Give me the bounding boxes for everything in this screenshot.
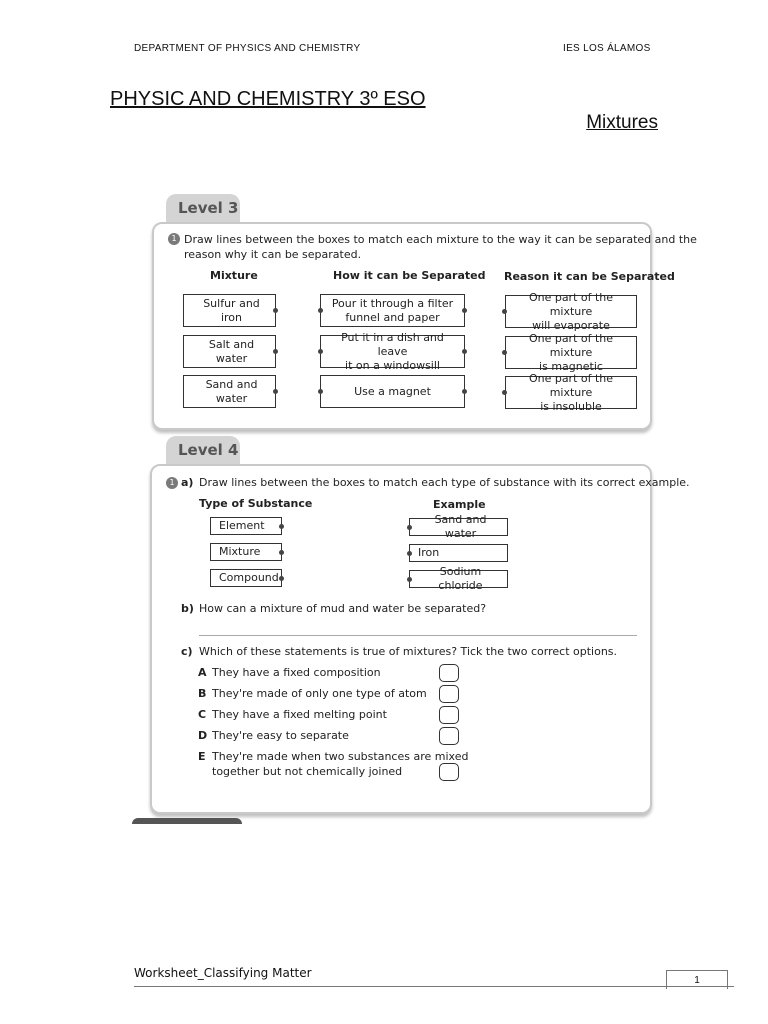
- connector-dot: [279, 524, 284, 529]
- level3-instruction-line2: reason why it can be separated.: [184, 248, 362, 261]
- level4-tab: Level 4: [166, 436, 240, 464]
- reason-box: [505, 290, 637, 332]
- part-a-label: a): [181, 476, 194, 489]
- type-label: Compound: [219, 571, 279, 584]
- connector-dot: [279, 576, 284, 581]
- connector-dot: [502, 350, 507, 355]
- option-text: together but not chemically joined: [212, 765, 403, 778]
- connector-dot: [407, 525, 412, 530]
- option-text: They have a fixed melting point: [212, 708, 387, 721]
- example-label: Sand and water: [434, 513, 487, 540]
- reason-line: will evaporate: [532, 318, 610, 332]
- connector-dot: [407, 551, 412, 556]
- col-reason-header: Reason it can be Separated: [504, 270, 675, 283]
- reason-line: One part of the mixture: [528, 371, 614, 399]
- connector-dot: [318, 389, 323, 394]
- mixture-box: [183, 335, 276, 368]
- mixture-label: Salt and water: [208, 337, 255, 365]
- reason-line: is insoluble: [540, 399, 602, 413]
- tick-box: [439, 727, 459, 745]
- page-number: 1: [666, 970, 728, 989]
- mixture-box: [183, 375, 276, 408]
- level3-tab: Level 3: [166, 194, 240, 222]
- tick-box: [439, 664, 459, 682]
- part-c-label: c): [181, 645, 193, 658]
- connector-dot: [462, 349, 467, 354]
- option-letter: C: [198, 708, 207, 721]
- topic-title: Mixtures: [586, 112, 658, 133]
- type-box: [210, 517, 282, 535]
- option-text: They have a fixed composition: [212, 666, 381, 679]
- part-a-text: Draw lines between the boxes to match each type of substance with its correct example.: [199, 476, 690, 489]
- method-line: Use a magnet: [354, 384, 431, 398]
- connector-dot: [462, 308, 467, 313]
- tick-box: [439, 706, 459, 724]
- reason-line: One part of the mixture: [528, 331, 614, 359]
- type-label: Element: [219, 519, 265, 532]
- mixture-label: Sand and water: [205, 377, 258, 405]
- footer-divider: [134, 986, 734, 987]
- part-b-label: b): [181, 602, 194, 615]
- option-letter: E: [198, 750, 206, 763]
- type-box: [210, 569, 282, 587]
- mixture-box: [183, 294, 276, 327]
- option-letter: A: [198, 666, 207, 679]
- reason-line: is magnetic: [539, 359, 603, 373]
- method-line: Pour it through a filter: [331, 296, 454, 310]
- part-b-text: How can a mixture of mud and water be separated?: [199, 602, 487, 615]
- type-box: [210, 543, 282, 561]
- connector-dot: [318, 308, 323, 313]
- question-number-icon: 1: [168, 233, 180, 245]
- question-number-icon: 1: [166, 477, 178, 489]
- method-box: [320, 375, 465, 408]
- answer-line: [199, 635, 637, 636]
- page-title: PHYSIC AND CHEMISTRY 3º ESO: [110, 88, 426, 110]
- option-text: They're made when two substances are mixed: [212, 750, 469, 763]
- connector-dot: [407, 577, 412, 582]
- tick-box: [439, 685, 459, 703]
- reason-line: One part of the mixture: [528, 290, 614, 318]
- part-c-text: Which of these statements is true of mixtures? Tick the two correct options.: [199, 645, 618, 658]
- level3-instruction-line1: Draw lines between the boxes to match each mixture to the way it can be separated and the: [184, 233, 697, 246]
- connector-dot: [502, 390, 507, 395]
- next-level-tab: [132, 818, 242, 824]
- example-label: Iron: [418, 546, 440, 559]
- col-mixture-header: Mixture: [210, 269, 258, 282]
- connector-dot: [273, 308, 278, 313]
- footer-text: Worksheet_Classifying Matter: [134, 966, 312, 980]
- department-header: DEPARTMENT OF PHYSICS AND CHEMISTRY: [134, 43, 361, 54]
- option-text: They're easy to separate: [212, 729, 349, 742]
- connector-dot: [273, 389, 278, 394]
- method-box: [320, 330, 465, 372]
- col-how-header: How it can be Separated: [333, 269, 486, 282]
- method-line: it on a windowsill: [345, 358, 440, 372]
- connector-dot: [502, 309, 507, 314]
- option-letter: B: [198, 687, 207, 700]
- school-header: IES LOS ÁLAMOS: [563, 43, 651, 54]
- example-box: [409, 544, 508, 562]
- option-letter: D: [198, 729, 208, 742]
- example-label: Sodium chloride: [438, 565, 483, 592]
- connector-dot: [273, 349, 278, 354]
- method-line: Put it in a dish and leave: [341, 330, 444, 358]
- mixture-label: Sulfur and iron: [203, 296, 260, 324]
- option-text: They're made of only one type of atom: [212, 687, 427, 700]
- method-box: [320, 294, 465, 327]
- method-line: funnel and paper: [345, 310, 440, 324]
- reason-box: [505, 371, 637, 413]
- connector-dot: [318, 349, 323, 354]
- col-type-header: Type of Substance: [199, 497, 313, 510]
- example-box: [409, 513, 508, 540]
- col-example-header: Example: [433, 498, 486, 511]
- tick-box: [439, 763, 459, 781]
- connector-dot: [462, 389, 467, 394]
- reason-box: [505, 331, 637, 373]
- connector-dot: [279, 550, 284, 555]
- example-box: [409, 565, 508, 592]
- type-label: Mixture: [219, 545, 261, 558]
